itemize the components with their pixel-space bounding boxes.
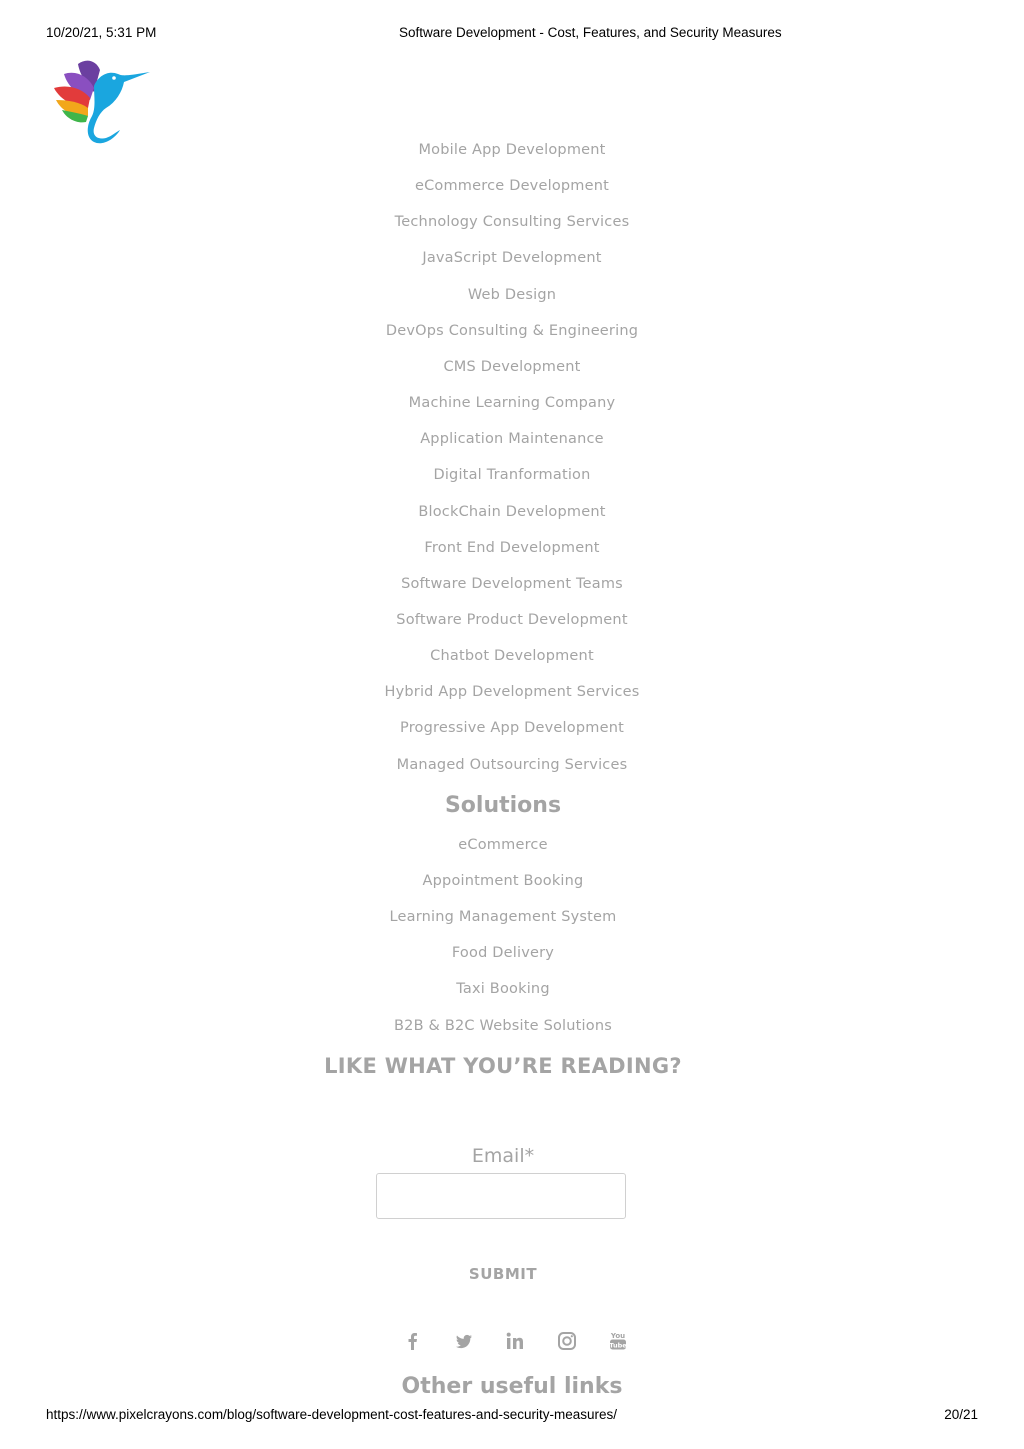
services-menu-item[interactable]: Managed Outsourcing Services: [396, 756, 628, 773]
twitter-icon[interactable]: [451, 1328, 477, 1354]
services-menu-item[interactable]: Software Product Development: [396, 611, 628, 628]
services-menu-item[interactable]: Machine Learning Company: [408, 395, 616, 412]
instagram-icon[interactable]: [554, 1328, 580, 1354]
services-menu-item[interactable]: BlockChain Development: [418, 503, 606, 520]
print-page-number: 20/21: [944, 1407, 978, 1422]
print-header: [0, 25, 1024, 43]
services-menu-item[interactable]: DevOps Consulting & Engineering: [385, 322, 639, 339]
solutions-menu-item[interactable]: eCommerce: [458, 837, 548, 853]
print-url: https://www.pixelcrayons.com/blog/software-development-cost-features-and-security-measures/: [46, 1407, 617, 1422]
print-datetime: 10/20/21, 5:31 PM: [46, 25, 157, 40]
services-menu-item[interactable]: Mobile App Development: [418, 142, 606, 158]
other-useful-links-title: Other useful links: [401, 1374, 623, 1399]
services-menu-item[interactable]: Software Development Teams: [401, 575, 623, 592]
services-menu-item[interactable]: Digital Tranformation: [433, 467, 591, 484]
hummingbird-logo-icon[interactable]: [50, 56, 154, 144]
svg-text:You: You: [610, 1332, 626, 1340]
solutions-menu-item[interactable]: Taxi Booking: [456, 981, 550, 998]
services-menu-item[interactable]: Technology Consulting Services: [394, 214, 630, 231]
solutions-menu-item[interactable]: B2B & B2C Website Solutions: [394, 1017, 612, 1034]
svg-text:Tube: Tube: [609, 1341, 627, 1350]
services-menu-item[interactable]: CMS Development: [443, 358, 581, 375]
email-field[interactable]: [376, 1173, 626, 1219]
youtube-icon[interactable]: [605, 1328, 631, 1354]
facebook-icon[interactable]: [400, 1328, 426, 1354]
services-menu-item[interactable]: Front End Development: [424, 539, 600, 556]
linkedin-icon[interactable]: [502, 1328, 528, 1354]
print-footer: [0, 1407, 1024, 1425]
solutions-menu-item[interactable]: Learning Management System: [389, 909, 617, 926]
solutions-menu-item[interactable]: Food Delivery: [451, 945, 555, 962]
services-menu-item[interactable]: Hybrid App Development Services: [384, 684, 640, 701]
newsletter-title: LIKE WHAT YOU’RE READING?: [324, 1054, 682, 1078]
social-links: [396, 1328, 636, 1354]
email-label: Email*: [471, 1145, 535, 1167]
services-menu-item[interactable]: JavaScript Development: [422, 250, 602, 267]
solutions-menu-item[interactable]: Appointment Booking: [422, 873, 584, 890]
services-menu-item[interactable]: Chatbot Development: [430, 648, 594, 665]
services-menu-item[interactable]: eCommerce Development: [414, 178, 610, 195]
print-doc-title: Software Development - Cost, Features, and Security Measures: [399, 25, 782, 40]
solutions-title: Solutions: [444, 793, 562, 818]
submit-button[interactable]: SUBMIT: [453, 1265, 553, 1283]
services-menu-item[interactable]: Web Design: [467, 286, 557, 303]
services-menu-item[interactable]: Progressive App Development: [400, 720, 624, 737]
services-menu-item[interactable]: Application Maintenance: [420, 431, 604, 448]
